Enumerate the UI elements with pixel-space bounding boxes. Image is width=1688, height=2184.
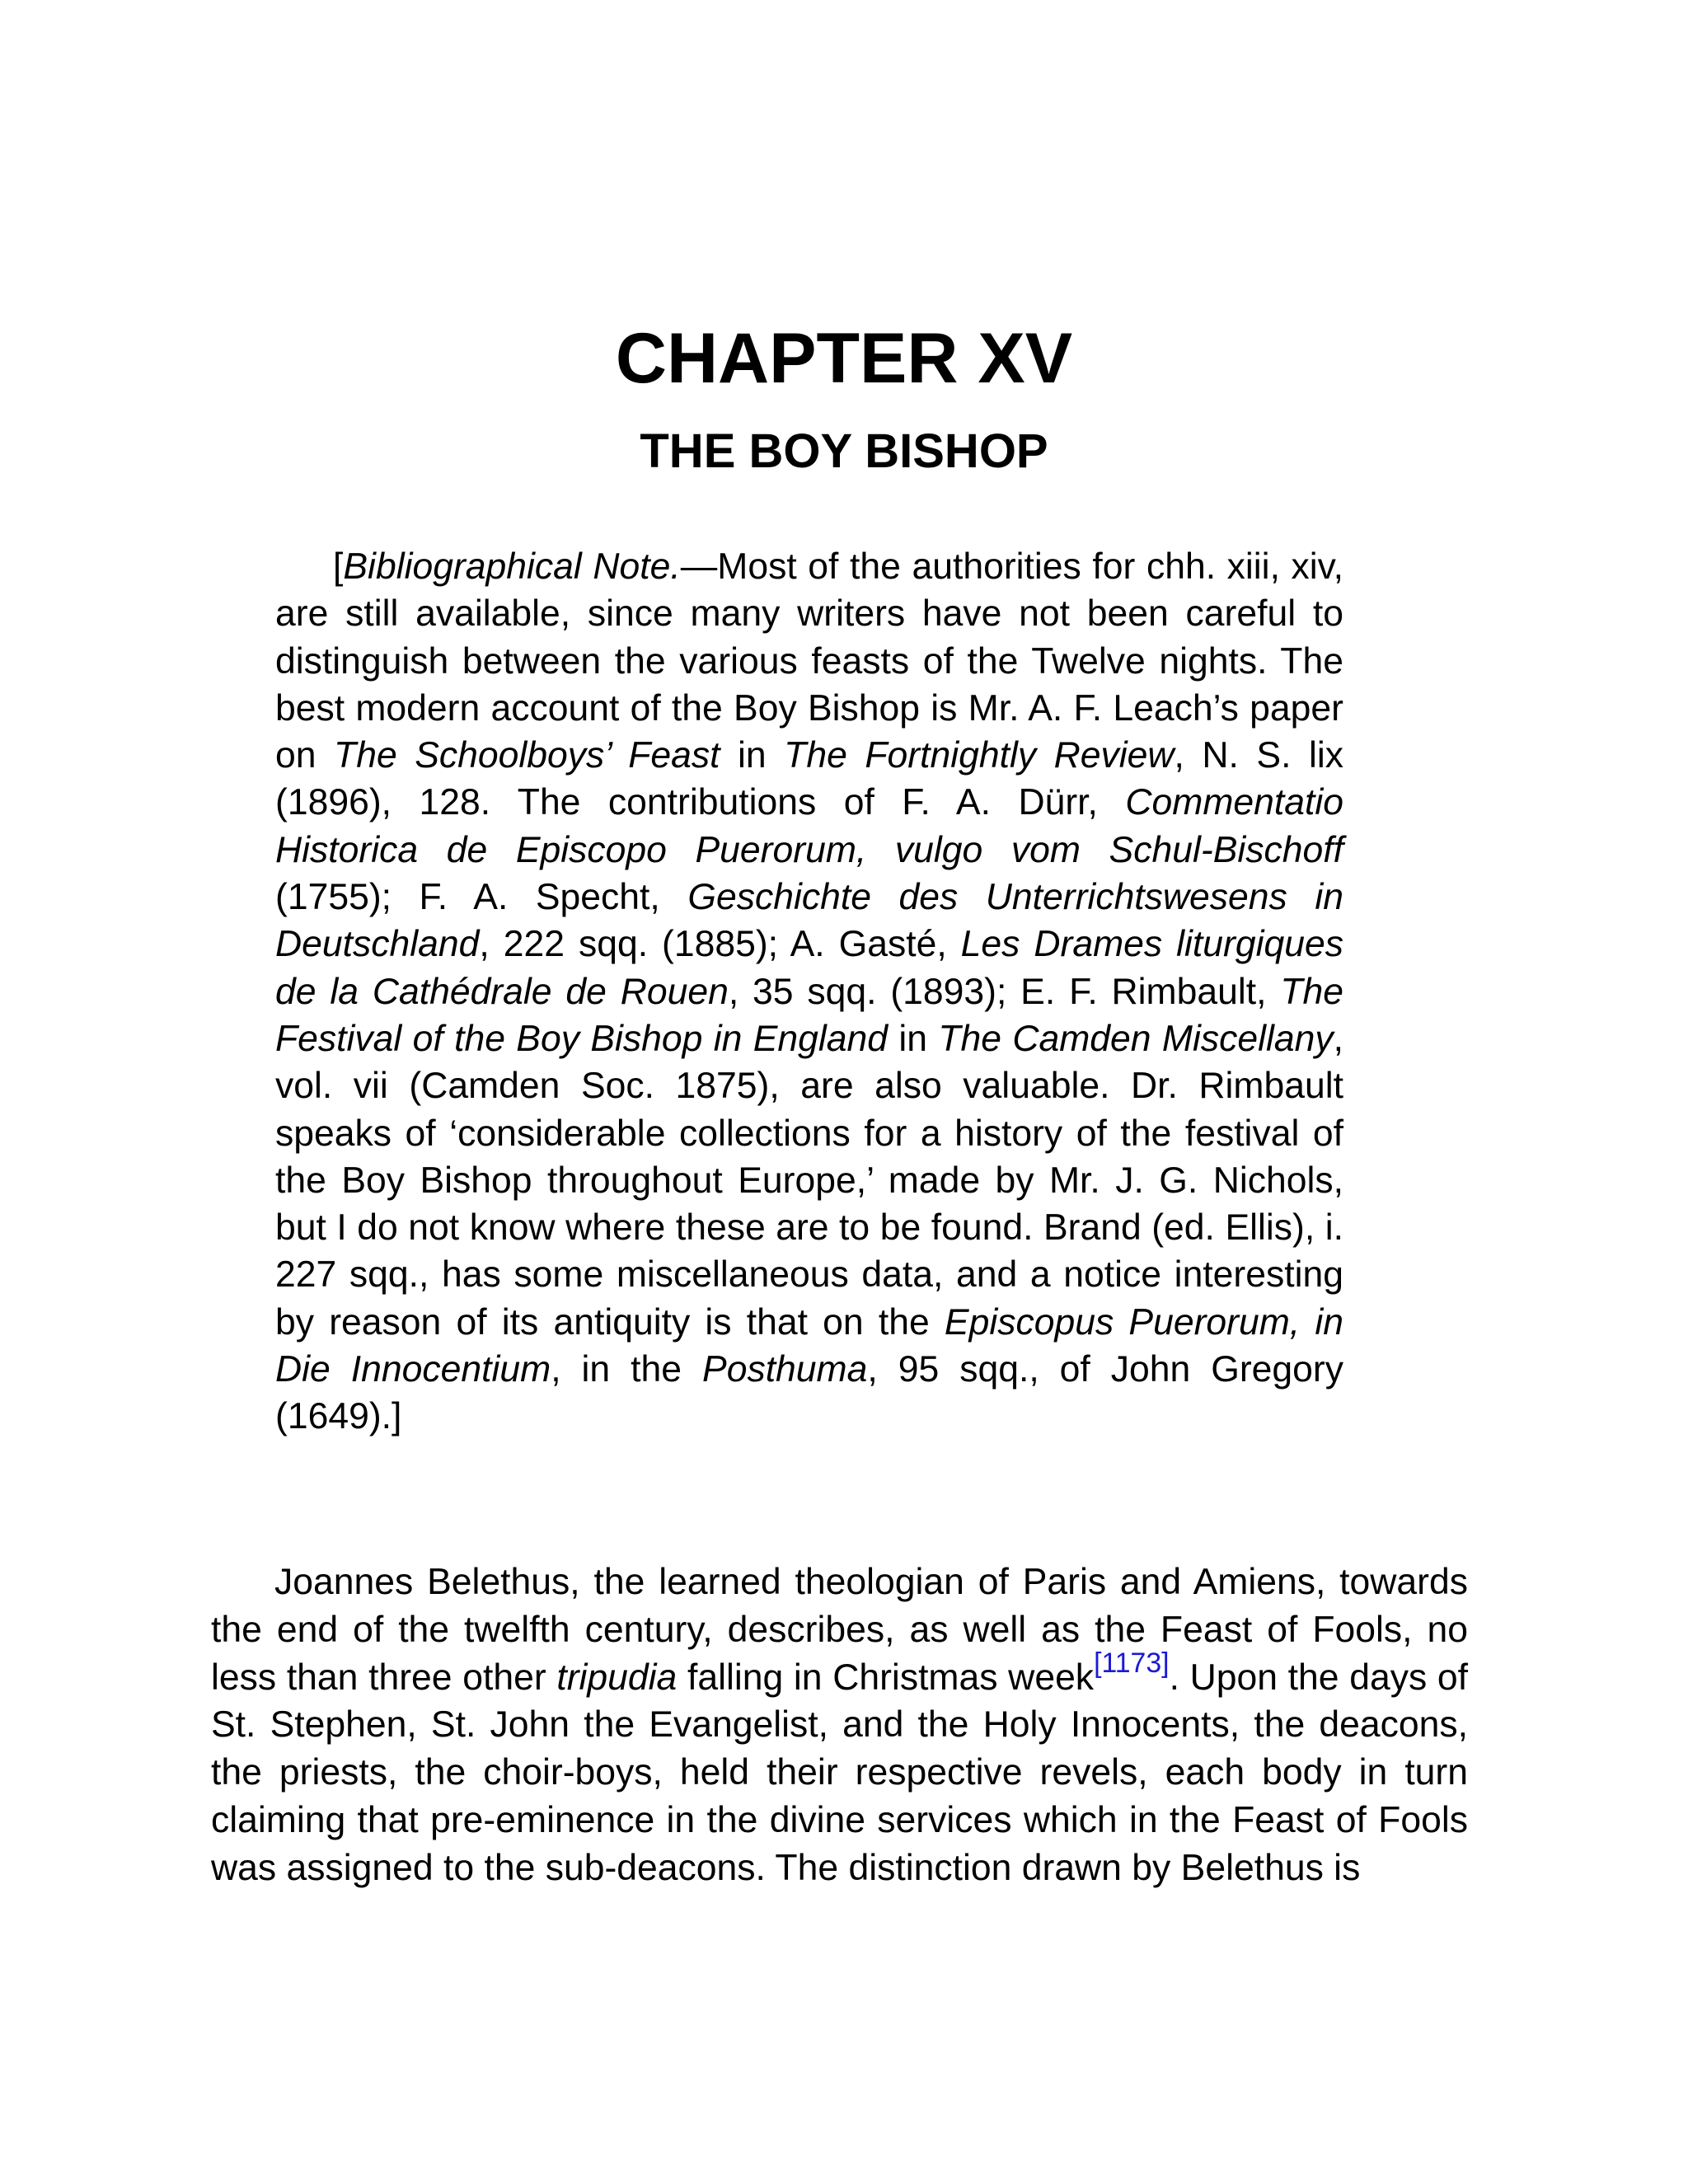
chapter-title: THE BOY BISHOP: [640, 424, 1048, 478]
chapter-number: CHAPTER XV: [615, 319, 1073, 398]
note-text: , 35 sqq. (1893); E. F. Rimbault,: [728, 971, 1281, 1012]
note-label: Bibliographical Note.: [343, 546, 681, 587]
paragraph-text: falling in Christmas week: [677, 1657, 1095, 1698]
paragraph-text: Joannes Belethus, the learned theologian of Paris and Amiens, towards the end of the twelfth century, describes, as well as the Feast of Fools, no less than three other: [211, 1562, 1468, 1698]
note-text: , in the: [551, 1349, 703, 1390]
note-text: , 95 sqq., of John Gregory (1649).]: [275, 1349, 1344, 1437]
work-title: The Camden Miscellany: [938, 1018, 1334, 1059]
footnote-link[interactable]: [1173]: [1094, 1647, 1170, 1679]
note-text: —Most of the authorities for chh. xiii, xiv, are still available, since many writers have not been careful to distinguish between the various feasts of the Twelve nights. The best modern account of the Boy Bishop is Mr. A. F. Leach’s paper on: [275, 546, 1343, 776]
work-title: Les Drames liturgiques de la Cathédrale de Rouen: [275, 924, 1343, 1012]
work-title: The Fortnightly Review: [784, 735, 1175, 776]
work-title: Posthuma: [702, 1349, 868, 1390]
latin-term: tripudia: [556, 1657, 678, 1698]
work-title: Commentatio Historica de Episcopo Puerorum, vulgo vom Schul-Bischoff: [275, 782, 1343, 870]
note-bracket: [: [333, 546, 344, 587]
note-text: , N. S. lix (1896), 128. The contributions of F. A. Dürr,: [275, 735, 1343, 823]
bibliographical-note: [275, 543, 1343, 1441]
note-text: in: [888, 1018, 939, 1059]
paragraph-text: . Upon the days of St. Stephen, St. John the Evangelist, and the Holy Innocents, the deacons, the priests, the choir-boys, held their respective revels, each body in turn claiming that pre-eminence in the divine services which in the Feast of Fools was assigned to the sub-deacons. The distinction drawn by Belethus is: [211, 1657, 1468, 1888]
work-title: The Schoolboys’ Feast: [334, 735, 720, 776]
note-text: in: [720, 735, 785, 776]
work-title: The Festival of the Boy Bishop in England: [275, 971, 1344, 1059]
note-text: , 222 sqq. (1885); A. Gasté,: [479, 924, 961, 965]
note-text: (1755); F. A. Specht,: [275, 877, 688, 918]
body-paragraph: [211, 1558, 1468, 1892]
work-title: Episcopus Puerorum, in Die Innocentium: [275, 1301, 1343, 1390]
work-title: Geschichte des Unterrichtswesens in Deutschland: [275, 877, 1343, 965]
note-text: , vol. vii (Camden Soc. 1875), are also valuable. Dr. Rimbault speaks of ‘considerable collections for a history of the festival of the Boy Bishop throughout Europe,’ made by Mr. J. G. Nichols, but I do not know where these are to be found. Brand (ed. Ellis), i. 227 sqq., has some miscellaneous data, and a notice interesting by reason of its antiquity is that on the: [275, 1018, 1343, 1343]
